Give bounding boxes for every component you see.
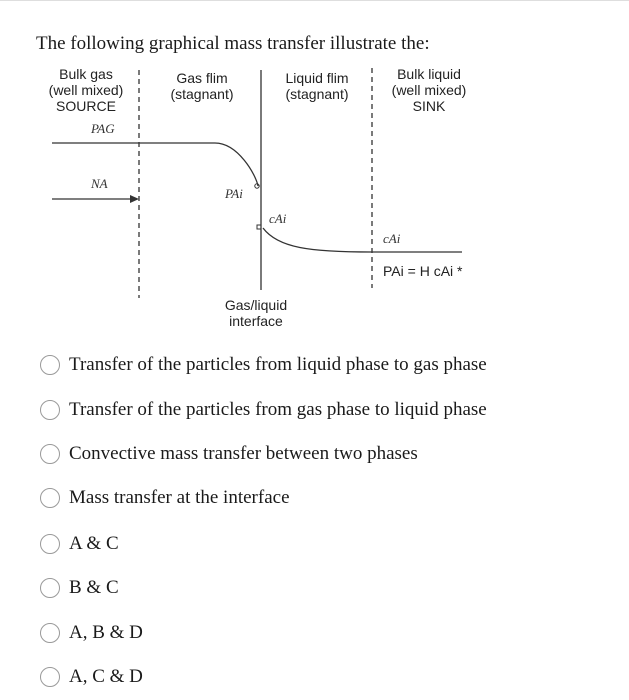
p-ai-symbol: PAi bbox=[225, 186, 243, 201]
radio-button[interactable] bbox=[40, 578, 60, 598]
radio-button[interactable] bbox=[40, 355, 60, 375]
option-c[interactable] bbox=[40, 443, 418, 465]
c-ai-bulk-symbol: cAi bbox=[383, 231, 401, 246]
option-label: A & C bbox=[69, 533, 119, 554]
equilibrium-relation: PAi = H cAi * bbox=[383, 263, 463, 279]
bulk-liquid-label: Bulk liquid (well mixed) SINK bbox=[391, 66, 467, 114]
option-label: Transfer of the particles from gas phase to liquid phase bbox=[69, 399, 487, 420]
radio-button[interactable] bbox=[40, 623, 60, 643]
liquid-film-label: Liquid flim (stagnant) bbox=[285, 70, 349, 102]
question-text: The following graphical mass transfer illustrate the: bbox=[36, 33, 430, 54]
gas-film-label: Gas flim (stagnant) bbox=[170, 70, 234, 102]
radio-button[interactable] bbox=[40, 534, 60, 554]
n-a-symbol: NA bbox=[91, 176, 108, 191]
option-d[interactable] bbox=[40, 487, 290, 509]
interface-label: Gas/liquid interface bbox=[224, 297, 288, 329]
liquid-concentration-curve bbox=[263, 228, 462, 252]
option-label: Transfer of the particles from liquid phase to gas phase bbox=[69, 354, 487, 375]
c-ai-interface-symbol: cAi bbox=[269, 211, 287, 226]
option-g[interactable] bbox=[40, 622, 143, 644]
option-label: A, C & D bbox=[69, 666, 143, 687]
radio-button[interactable] bbox=[40, 444, 60, 464]
radio-button[interactable] bbox=[40, 488, 60, 508]
radio-button[interactable] bbox=[40, 667, 60, 687]
option-a[interactable] bbox=[40, 354, 487, 376]
option-h[interactable] bbox=[40, 666, 143, 688]
option-label: B & C bbox=[69, 577, 119, 598]
option-b[interactable] bbox=[40, 399, 487, 421]
option-e[interactable] bbox=[40, 533, 119, 555]
flux-arrow-head bbox=[130, 195, 139, 203]
option-label: Convective mass transfer between two phases bbox=[69, 443, 418, 464]
bulk-gas-label: Bulk gas (well mixed) SOURCE bbox=[48, 66, 124, 114]
diagram-lines bbox=[0, 0, 629, 340]
option-f[interactable] bbox=[40, 577, 119, 599]
gas-concentration-curve bbox=[52, 143, 258, 186]
option-label: A, B & D bbox=[69, 622, 143, 643]
radio-button[interactable] bbox=[40, 400, 60, 420]
p-ag-symbol: PAG bbox=[91, 121, 115, 136]
option-label: Mass transfer at the interface bbox=[69, 487, 290, 508]
